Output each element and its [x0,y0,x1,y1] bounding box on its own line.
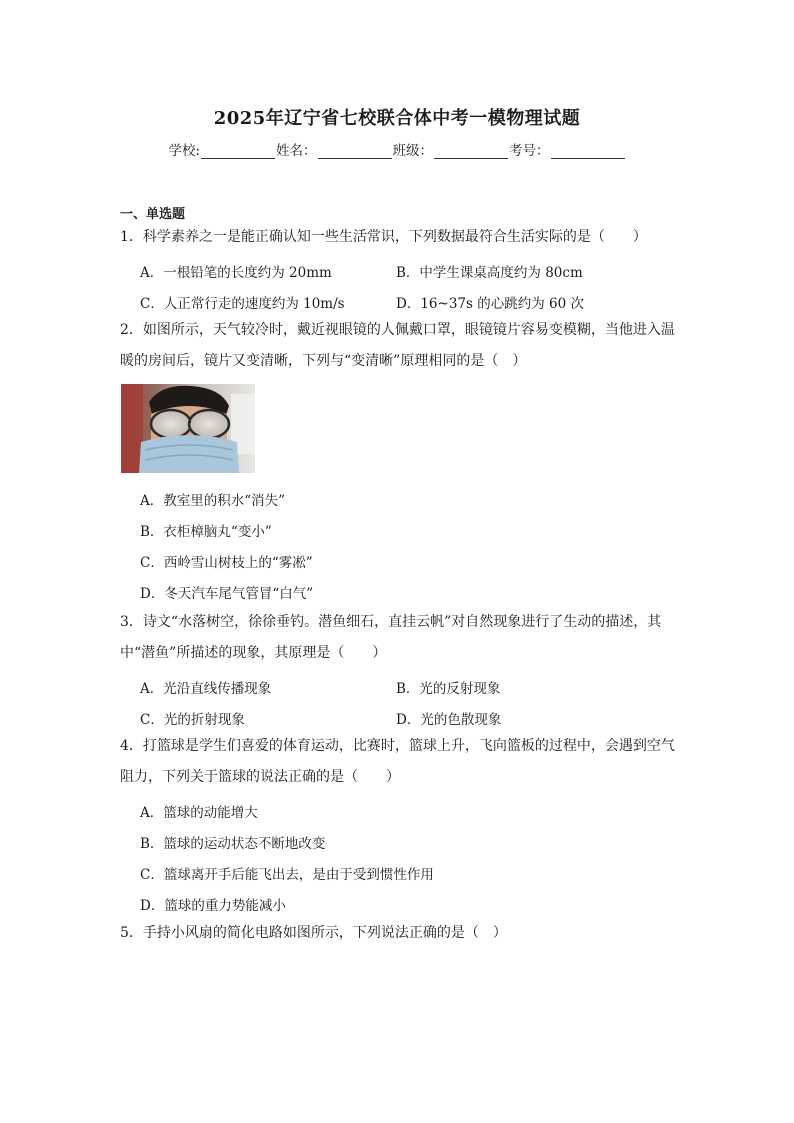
name-label: 姓名： [276,143,317,159]
question-4-option-c: C．篮球离开手后能飞出去，是由于受到惯性作用 [140,867,434,883]
question-2-option-a: A．教室里的积水“消失” [140,493,286,509]
question-4-stem: 4．打篮球是学生们喜爱的体育运动，比赛时，篮球上升，飞向篮板的过程中，会遇到空气阻力，下列关于篮球的说法正确的是（ ） [120,738,675,785]
question-5-stem: 5．手持小风扇的简化电路如图所示，下列说法正确的是（ ） [120,925,507,941]
question-4-option-a: A．篮球的动能增大 [140,805,258,821]
number-label: 考号： [509,143,550,159]
question-2-option-c: C．西岭雪山树枝上的“雾凇” [140,555,313,571]
question-3-option-b: B．光的反射现象 [396,681,501,697]
class-label: 班级： [392,143,434,159]
question-2-option-b: B．衣柜樟脑丸“变小” [140,524,272,540]
student-info-line [0,139,794,159]
question-1-option-c: C．人正常行走的速度约为 10m/s [140,296,345,312]
school-label: 学校: [168,143,201,159]
question-4-option-b: B．篮球的运动状态不断地改变 [140,836,326,852]
question-3-option-a: A．光沿直线传播现象 [140,681,272,697]
question-3-stem: 3．诗文“水落树空，徐徐垂钓。潜鱼细石，直挂云帆”对自然现象进行了生动的描述，其中“潜鱼”所描述的现象，其原理是（ ） [120,614,662,661]
question-2-option-d: D．冬天汽车尾气管冒“白气” [140,586,314,602]
person-with-foggy-glasses-icon [121,384,255,473]
question-4-option-d: D．篮球的重力势能减小 [140,898,286,914]
number-blank[interactable] [551,145,625,159]
name-blank[interactable] [318,145,392,159]
page-title: 2025年辽宁省七校联合体中考一模物理试题 [213,108,581,129]
question-2-photo [121,384,255,473]
question-3-option-c: C．光的折射现象 [140,712,245,728]
question-2-stem: 2．如图所示，天气较冷时，戴近视眼镜的人佩戴口罩，眼镜镜片容易变模糊，当他进入温暖的房间后，镜片又变清晰，下列与“变清晰”原理相同的是（ ） [120,322,675,369]
question-1-stem: 1．科学素养之一是能正确认知一些生活常识，下列数据最符合生活实际的是（ ） [120,229,647,245]
class-blank[interactable] [434,145,508,159]
question-3-option-d: D．光的色散现象 [396,712,502,728]
section-heading: 一、单选题 [120,207,186,222]
question-1-option-b: B．中学生课桌高度约为 80cm [396,265,583,281]
school-blank[interactable] [201,145,275,159]
question-1-option-d: D．16~37s 的心跳约为 60 次 [396,296,584,312]
question-1-option-a: A．一根铅笔的长度约为 20mm [140,265,332,281]
